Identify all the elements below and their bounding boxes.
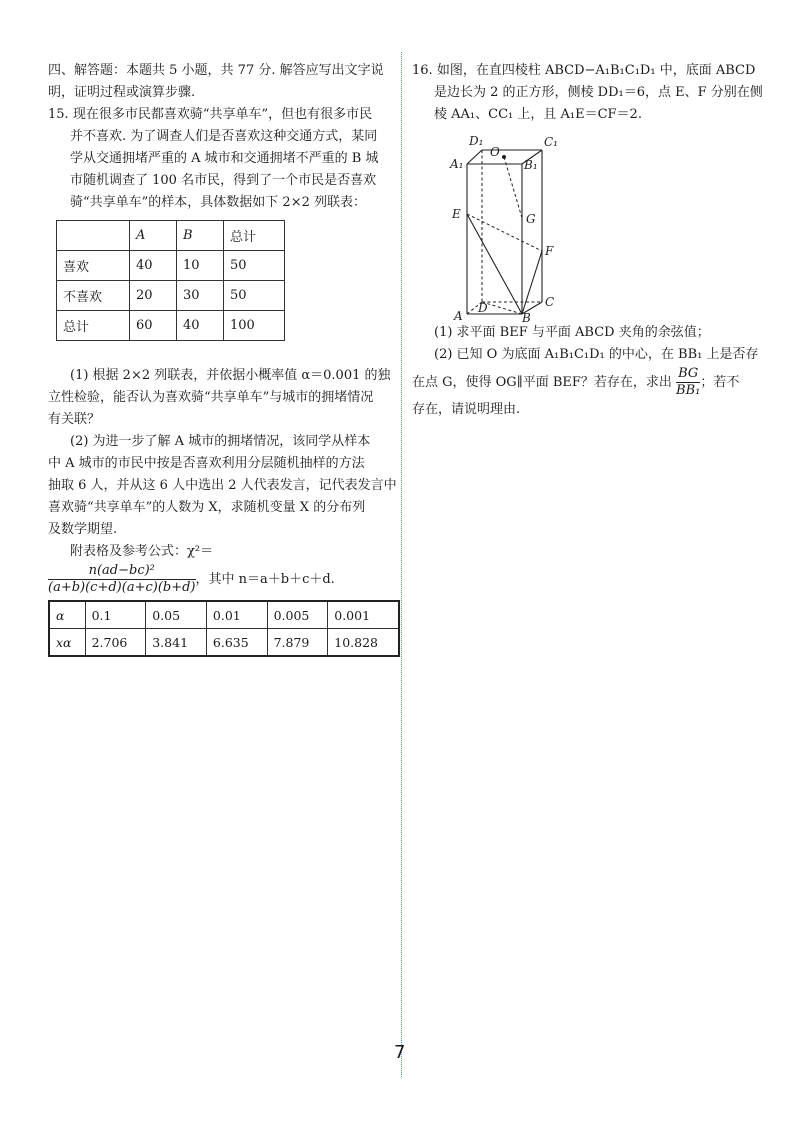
q16-part2-line: (2) 已知 O 为底面 A₁B₁C₁D₁ 的中心，在 BB₁ 上是否存	[434, 347, 759, 362]
q15-number: 15.	[48, 107, 69, 122]
q16-part2-line	[412, 366, 764, 399]
table-header-cell: B	[177, 221, 224, 251]
table-row	[57, 311, 285, 341]
question-16	[412, 60, 764, 421]
right-column	[412, 60, 764, 421]
question-15	[48, 104, 400, 657]
q16-part1: (1) 求平面 BEF 与平面 ABCD 夹角的余弦值；	[434, 325, 710, 340]
q15-intro-line: 现在很多市民都喜欢骑“共享单车”，但也有很多市民	[72, 107, 373, 122]
q15-part2-line: (2) 为进一步了解 A 城市的拥堵情况，该同学从样本	[70, 434, 371, 449]
table-row	[49, 601, 399, 629]
table-cell: 0.01	[206, 601, 267, 629]
q16-number: 16.	[412, 63, 433, 78]
table-cell: 100	[224, 311, 285, 341]
table-cell: 50	[224, 281, 285, 311]
table-row	[57, 221, 285, 251]
q15-part1-line: 立性检验，能否认为喜欢骑“共享单车”与城市的拥堵情况	[48, 390, 374, 405]
label-d: D	[478, 301, 488, 315]
formula-fraction	[48, 563, 196, 596]
ratio-fraction	[676, 366, 700, 399]
q15-intro-line: 并不喜欢. 为了调查人们是否喜欢这种交通方式，某同	[70, 129, 378, 144]
label-a1: A₁	[450, 157, 464, 171]
critical-value-table	[48, 600, 400, 657]
page-number: 7	[394, 1042, 406, 1063]
q15-part2-line: 喜欢骑“共享单车”的人数为 X，求随机变量 X 的分布列	[48, 500, 366, 515]
formula-denominator: (a+b)(c+d)(a+c)(b+d)	[48, 580, 196, 595]
table-cell: 20	[130, 281, 177, 311]
label-g: G	[526, 212, 536, 226]
table-cell: 不喜欢	[57, 281, 130, 311]
q16-part2-line: 存在，请说明理由.	[412, 402, 521, 417]
label-c1: C₁	[544, 135, 558, 149]
table-cell	[57, 221, 130, 251]
label-b: B	[522, 311, 531, 322]
table-header-cell: A	[130, 221, 177, 251]
table-cell: 6.635	[206, 629, 267, 657]
section-heading-line-2: 明，证明过程或演算步骤.	[48, 85, 196, 100]
q16-intro-line: 棱 AA₁、CC₁ 上，且 A₁E＝CF＝2.	[434, 107, 642, 122]
label-b1: B₁	[524, 158, 538, 172]
label-o: O	[490, 145, 500, 159]
left-column	[48, 60, 400, 657]
table-cell: 0.005	[267, 601, 328, 629]
q15-intro-line: 骑“共享单车”的样本，具体数据如下 2×2 列联表：	[70, 195, 366, 210]
table-cell: 总计	[57, 311, 130, 341]
section-heading-line-1: 四、解答题：本题共 5 小题，共 77 分. 解答应写出文字说	[48, 63, 384, 78]
label-f: F	[545, 244, 554, 258]
table-cell: 10	[177, 251, 224, 281]
table-cell: α	[49, 601, 85, 629]
table-cell: 0.1	[85, 601, 146, 629]
table-cell: 30	[177, 281, 224, 311]
table-cell: 喜欢	[57, 251, 130, 281]
label-a: A	[454, 309, 463, 322]
column-divider	[401, 52, 402, 1077]
formula-tail: ，其中 n＝a＋b＋c＋d.	[195, 572, 335, 587]
q15-part2-line: 中 A 城市的市民中按是否喜欢利用分层随机抽样的方法	[48, 456, 365, 471]
q15-part2-line: 抽取 6 人，并从这 6 人中选出 2 人代表发言，记代表发言中	[48, 478, 397, 493]
table-cell: 40	[177, 311, 224, 341]
fraction-denominator: BB₁	[676, 383, 701, 398]
table-row	[49, 629, 399, 657]
q15-intro-line: 市随机调查了 100 名市民，得到了一个市民是否喜欢	[70, 173, 377, 188]
chi-square-formula	[48, 563, 400, 596]
label-c: C	[545, 295, 555, 309]
table-cell: 50	[224, 251, 285, 281]
table-row	[57, 281, 285, 311]
table-cell: 10.828	[328, 629, 399, 657]
contingency-table	[56, 220, 285, 341]
prism-figure	[432, 126, 582, 322]
table-cell: 60	[130, 311, 177, 341]
q15-part1-line: 有关联？	[48, 412, 101, 427]
q16-part2-text: 在点 G，使得 OG∥平面 BEF？若存在，求出	[412, 375, 672, 390]
table-header-cell: 总计	[224, 221, 285, 251]
table-row	[57, 251, 285, 281]
table-cell: 2.706	[85, 629, 146, 657]
q15-intro-line: 学从交通拥堵严重的 A 城市和交通拥堵不严重的 B 城	[70, 151, 379, 166]
table-cell: 40	[130, 251, 177, 281]
table-cell: 0.001	[328, 601, 399, 629]
fraction-numerator: BG	[676, 366, 700, 383]
label-d1: D₁	[469, 134, 484, 148]
center-point-o	[502, 155, 506, 159]
q15-part2-line: 及数学期望.	[48, 522, 118, 537]
reference-intro: 附表格及参考公式：χ²＝	[70, 544, 214, 559]
table-cell: 7.879	[267, 629, 328, 657]
formula-numerator: n(ad−bc)²	[48, 563, 196, 580]
q16-intro-line: 是边长为 2 的正方形，侧棱 DD₁＝6，点 E、F 分别在侧	[434, 85, 763, 100]
table-cell: 3.841	[146, 629, 207, 657]
q15-part1-line: (1) 根据 2×2 列联表，并依据小概率值 α＝0.001 的独	[70, 368, 391, 383]
q16-intro-line: 如图，在直四棱柱 ABCD−A₁B₁C₁D₁ 中，底面 ABCD	[436, 63, 756, 78]
label-e: E	[452, 207, 461, 221]
table-cell: xα	[49, 629, 85, 657]
table-cell: 0.05	[146, 601, 207, 629]
q16-part2-text: ；若不	[700, 375, 740, 390]
